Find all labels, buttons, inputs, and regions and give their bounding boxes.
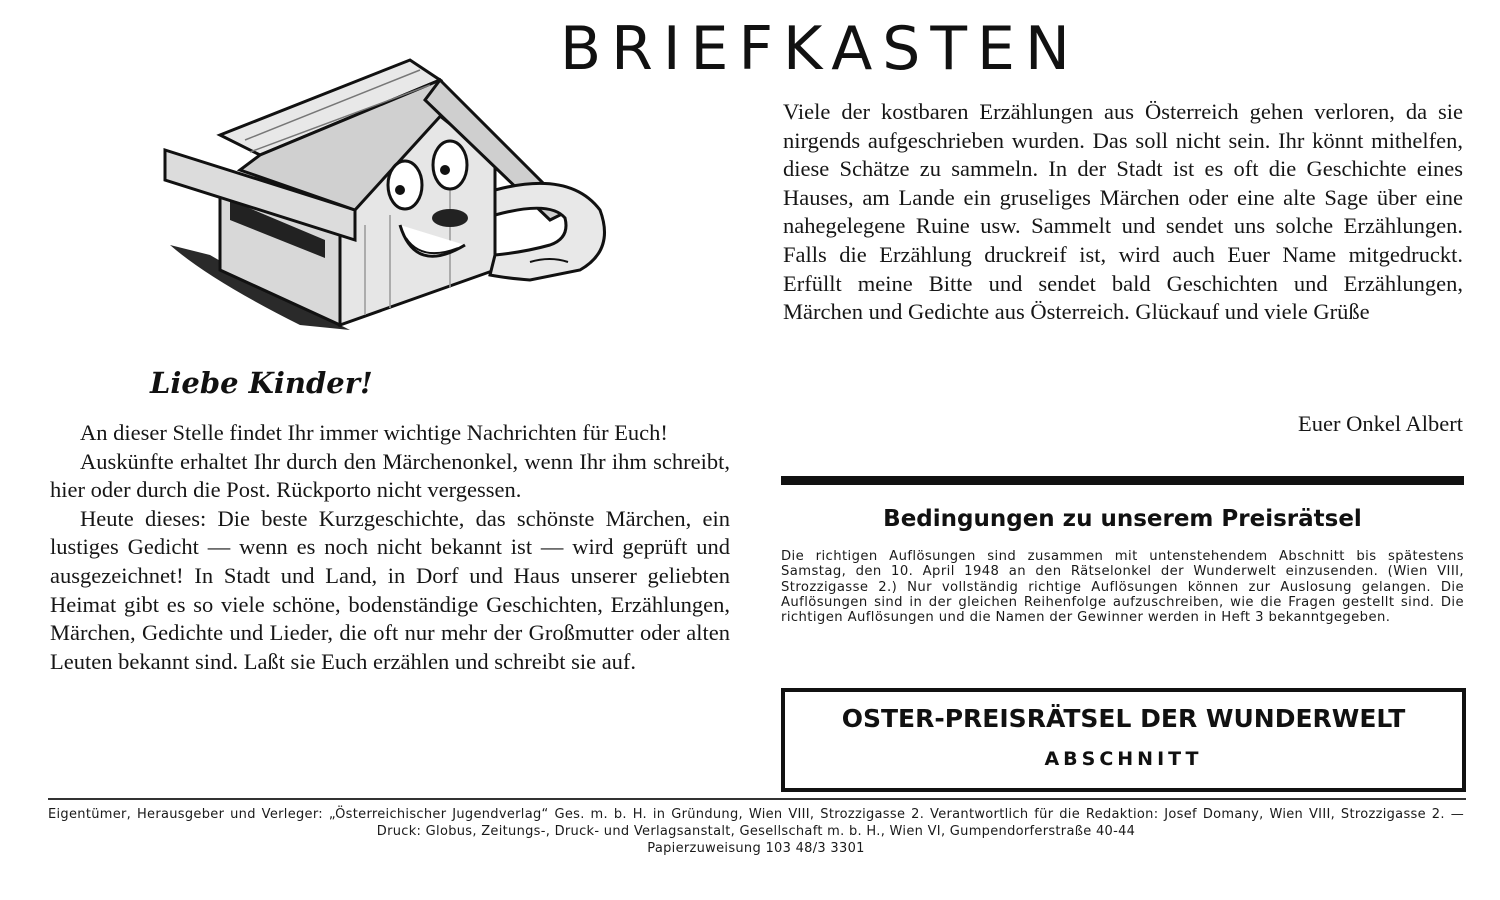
greeting-heading: Liebe Kinder!	[150, 366, 373, 400]
page-title: BRIEFKASTEN	[560, 14, 1080, 84]
left-column-text	[50, 419, 730, 676]
section-divider	[781, 476, 1464, 485]
right-paragraph: Viele der kostbaren Erzählungen aus Österreich gehen verloren, da sie nirgends aufgeschrieben wurden. Das soll nicht sein. Ihr könnt mithelfen, diese Schätze zu sammeln. In der Stadt ist es oft die Geschichte eines Hauses, am Lande ein gruseliges Märchen oder eine alte Sage über eine nahegelegene Ruine usw. Sammelt und sendet uns solche Erzählungen. Falls die Erzählung druckreif ist, wird auch Euer Name mitgedruckt. Erfüllt meine Bitte und sendet bald Geschichten und Erzählungen, Märchen und Gedichte aus Österreich. Glückauf und viele Grüße	[783, 99, 1463, 325]
left-paragraph: Auskünfte erhaltet Ihr durch den Märchenonkel, wenn Ihr ihm schreibt, hier oder durch die Post. Rückporto nicht vergessen.	[50, 448, 730, 503]
puzzle-conditions-title: Bedingungen zu unserem Preisrätsel	[883, 506, 1362, 532]
coupon-title: OSTER-PREISRÄTSEL DER WUNDERWELT	[841, 704, 1406, 733]
signature: Euer Onkel Albert	[1298, 411, 1463, 436]
imprint-paper-allocation: Papierzuweisung 103 48/3 3301	[647, 841, 865, 856]
left-paragraph: Heute dieses: Die beste Kurzgeschichte, das schönste Märchen, ein lustiges Gedicht — wenn es noch nicht bekannt ist — wird geprüft und ausgezeichnet! In Stadt und Land, in Dorf und Haus unserer geliebten Heimat gibt es so viele schöne, bodenständige Geschichten, Erzählungen, Märchen, Gedichte und Lieder, die oft nur mehr der Großmutter oder alten Leuten bekannt sind. Laßt sie Euch erzählen und schreibt sie auf.	[50, 505, 730, 674]
coupon-box	[781, 688, 1466, 792]
mailbox-mascot-icon	[150, 40, 630, 340]
imprint-text: Eigentümer, Herausgeber und Verleger: „Österreichischer Jugendverlag“ Ges. m. b. H. in Gründung, Wien VIII, Strozzigasse 2. Verantwortlich für die Redaktion: Josef Domany, Wien VIII, Strozzigasse 2. — Druck: Globus, Zeitungs-, Druck- und Verlagsanstalt, Gesellschaft m. b. H., Wien VI, Gumpendorferstraße 40-44	[48, 807, 1464, 839]
imprint	[48, 806, 1464, 857]
footer-divider	[48, 798, 1466, 800]
right-column-text	[783, 98, 1463, 327]
left-paragraph: An dieser Stelle findet Ihr immer wichtige Nachrichten für Euch!	[80, 420, 668, 445]
puzzle-conditions-text: Die richtigen Auflösungen sind zusammen mit untenstehendem Abschnitt bis spätestens Samstag, den 10. April 1948 an den Rätselonkel der Wunderwelt einzusenden. (Wien VIII, Strozzigasse 2.) Nur vollständig richtige Auflösungen können zur Auslosung gelangen. Die Auflösungen sind in der gleichen Reihenfolge aufzuschreiben, wie die Fragen gestellt sind. Die richtigen Auflösungen und die Namen der Gewinner werden in Heft 3 bekanntgegeben.	[781, 549, 1464, 626]
coupon-subtitle: ABSCHNITT	[1044, 748, 1203, 770]
